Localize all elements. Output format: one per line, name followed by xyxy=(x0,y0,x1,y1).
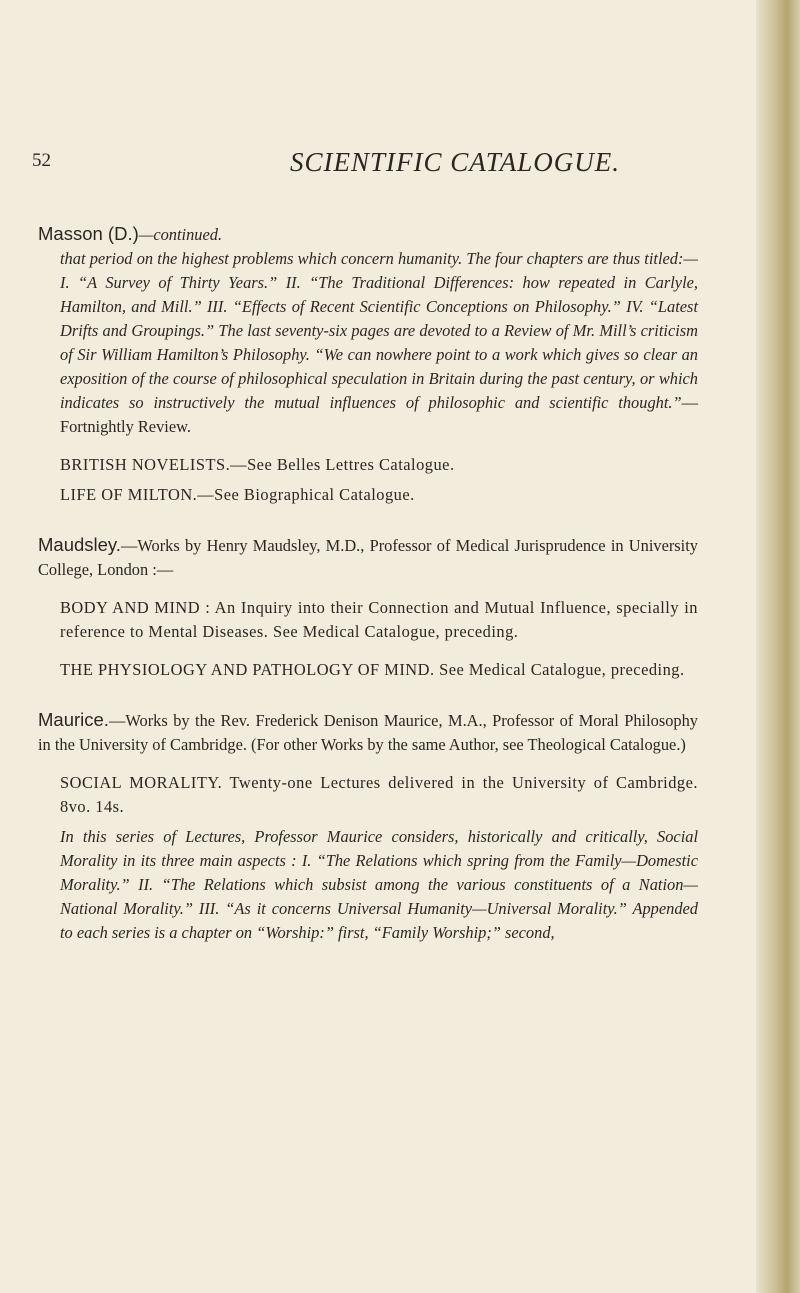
maudsley-intro xyxy=(38,533,698,582)
british-novelists-ref: BRITISH NOVELISTS.—See Belles Lettres Catalogue. xyxy=(60,455,455,474)
social-morality-title: SOCIAL MORALITY. Twenty-one Lectures delivered in the University of Cambridge. 8vo. 14s. xyxy=(60,773,698,816)
description-text: that period on the highest problems which concern humanity. The four chapters are thus titled:—I. “A Survey of Thirty Years.” II. “The Traditional Differences: how repeated in Carlyle, Hamilton, and Mill.” III. “Effects of Recent Scientific Conceptions on Philosophy.” IV. “Latest Drifts and Groupings.” The last seventy-six pages are devoted to a Review of Mr. Mill’s criticism of Sir William Hamilton’s Philosophy. “We can nowhere point to a work which gives so clear an exposition of the course of philosophical speculation in Britain during the past century, or which indicates so instructively the mutual influences of philosophic and scientific thought.” xyxy=(60,249,698,412)
review-source: —Fortnightly Review. xyxy=(60,393,698,436)
page-header xyxy=(32,147,732,190)
physiology-title: THE PHYSIOLOGY AND PATHOLOGY OF MIND. See Medical Catalogue, preceding. xyxy=(60,660,685,679)
author-description: —Works by Henry Maudsley, M.D., Professor of Medical Jurisprudence in University College, London :— xyxy=(38,536,698,579)
continued-label: —continued. xyxy=(138,225,223,244)
author-initial: (D.) xyxy=(102,223,139,244)
page-edge xyxy=(756,0,800,1293)
life-of-milton-ref: LIFE OF MILTON.—See Biographical Catalogue. xyxy=(60,485,415,504)
author-name: Maurice. xyxy=(38,709,109,730)
author-name: Maudsley. xyxy=(38,534,121,555)
masson-description xyxy=(38,247,698,439)
entry-maudsley xyxy=(38,533,698,682)
running-title: SCIENTIFIC CATALOGUE. xyxy=(290,147,621,177)
social-morality-description: In this series of Lectures, Professor Maurice considers, historically and critically, Social Morality in its three main aspects : I. “The Relations which spring from the Family—Domestic Morality.” II. “The Relations which subsist among the various constituents of a Nation—National Morality.” III. “As it concerns Universal Humanity—Universal Morality.” Appended to each series is a chapter on “Worship:” first, “Family Worship;” second, xyxy=(60,827,698,942)
masson-continuation xyxy=(38,222,698,247)
page-body xyxy=(38,222,698,971)
author-name: Masson xyxy=(38,223,103,244)
entry-masson xyxy=(38,222,698,507)
maurice-intro xyxy=(38,708,698,757)
author-description: —Works by the Rev. Frederick Denison Maurice, M.A., Professor of Moral Philosophy in the University of Cambridge. (For other Works by the same Author, see Theological Catalogue.) xyxy=(38,711,698,754)
page-number: 52 xyxy=(32,150,51,171)
body-and-mind-title: BODY AND MIND : An Inquiry into their Connection and Mutual Influence, specially in reference to Mental Diseases. See Medical Catalogue, preceding. xyxy=(60,598,698,641)
entry-maurice xyxy=(38,708,698,945)
